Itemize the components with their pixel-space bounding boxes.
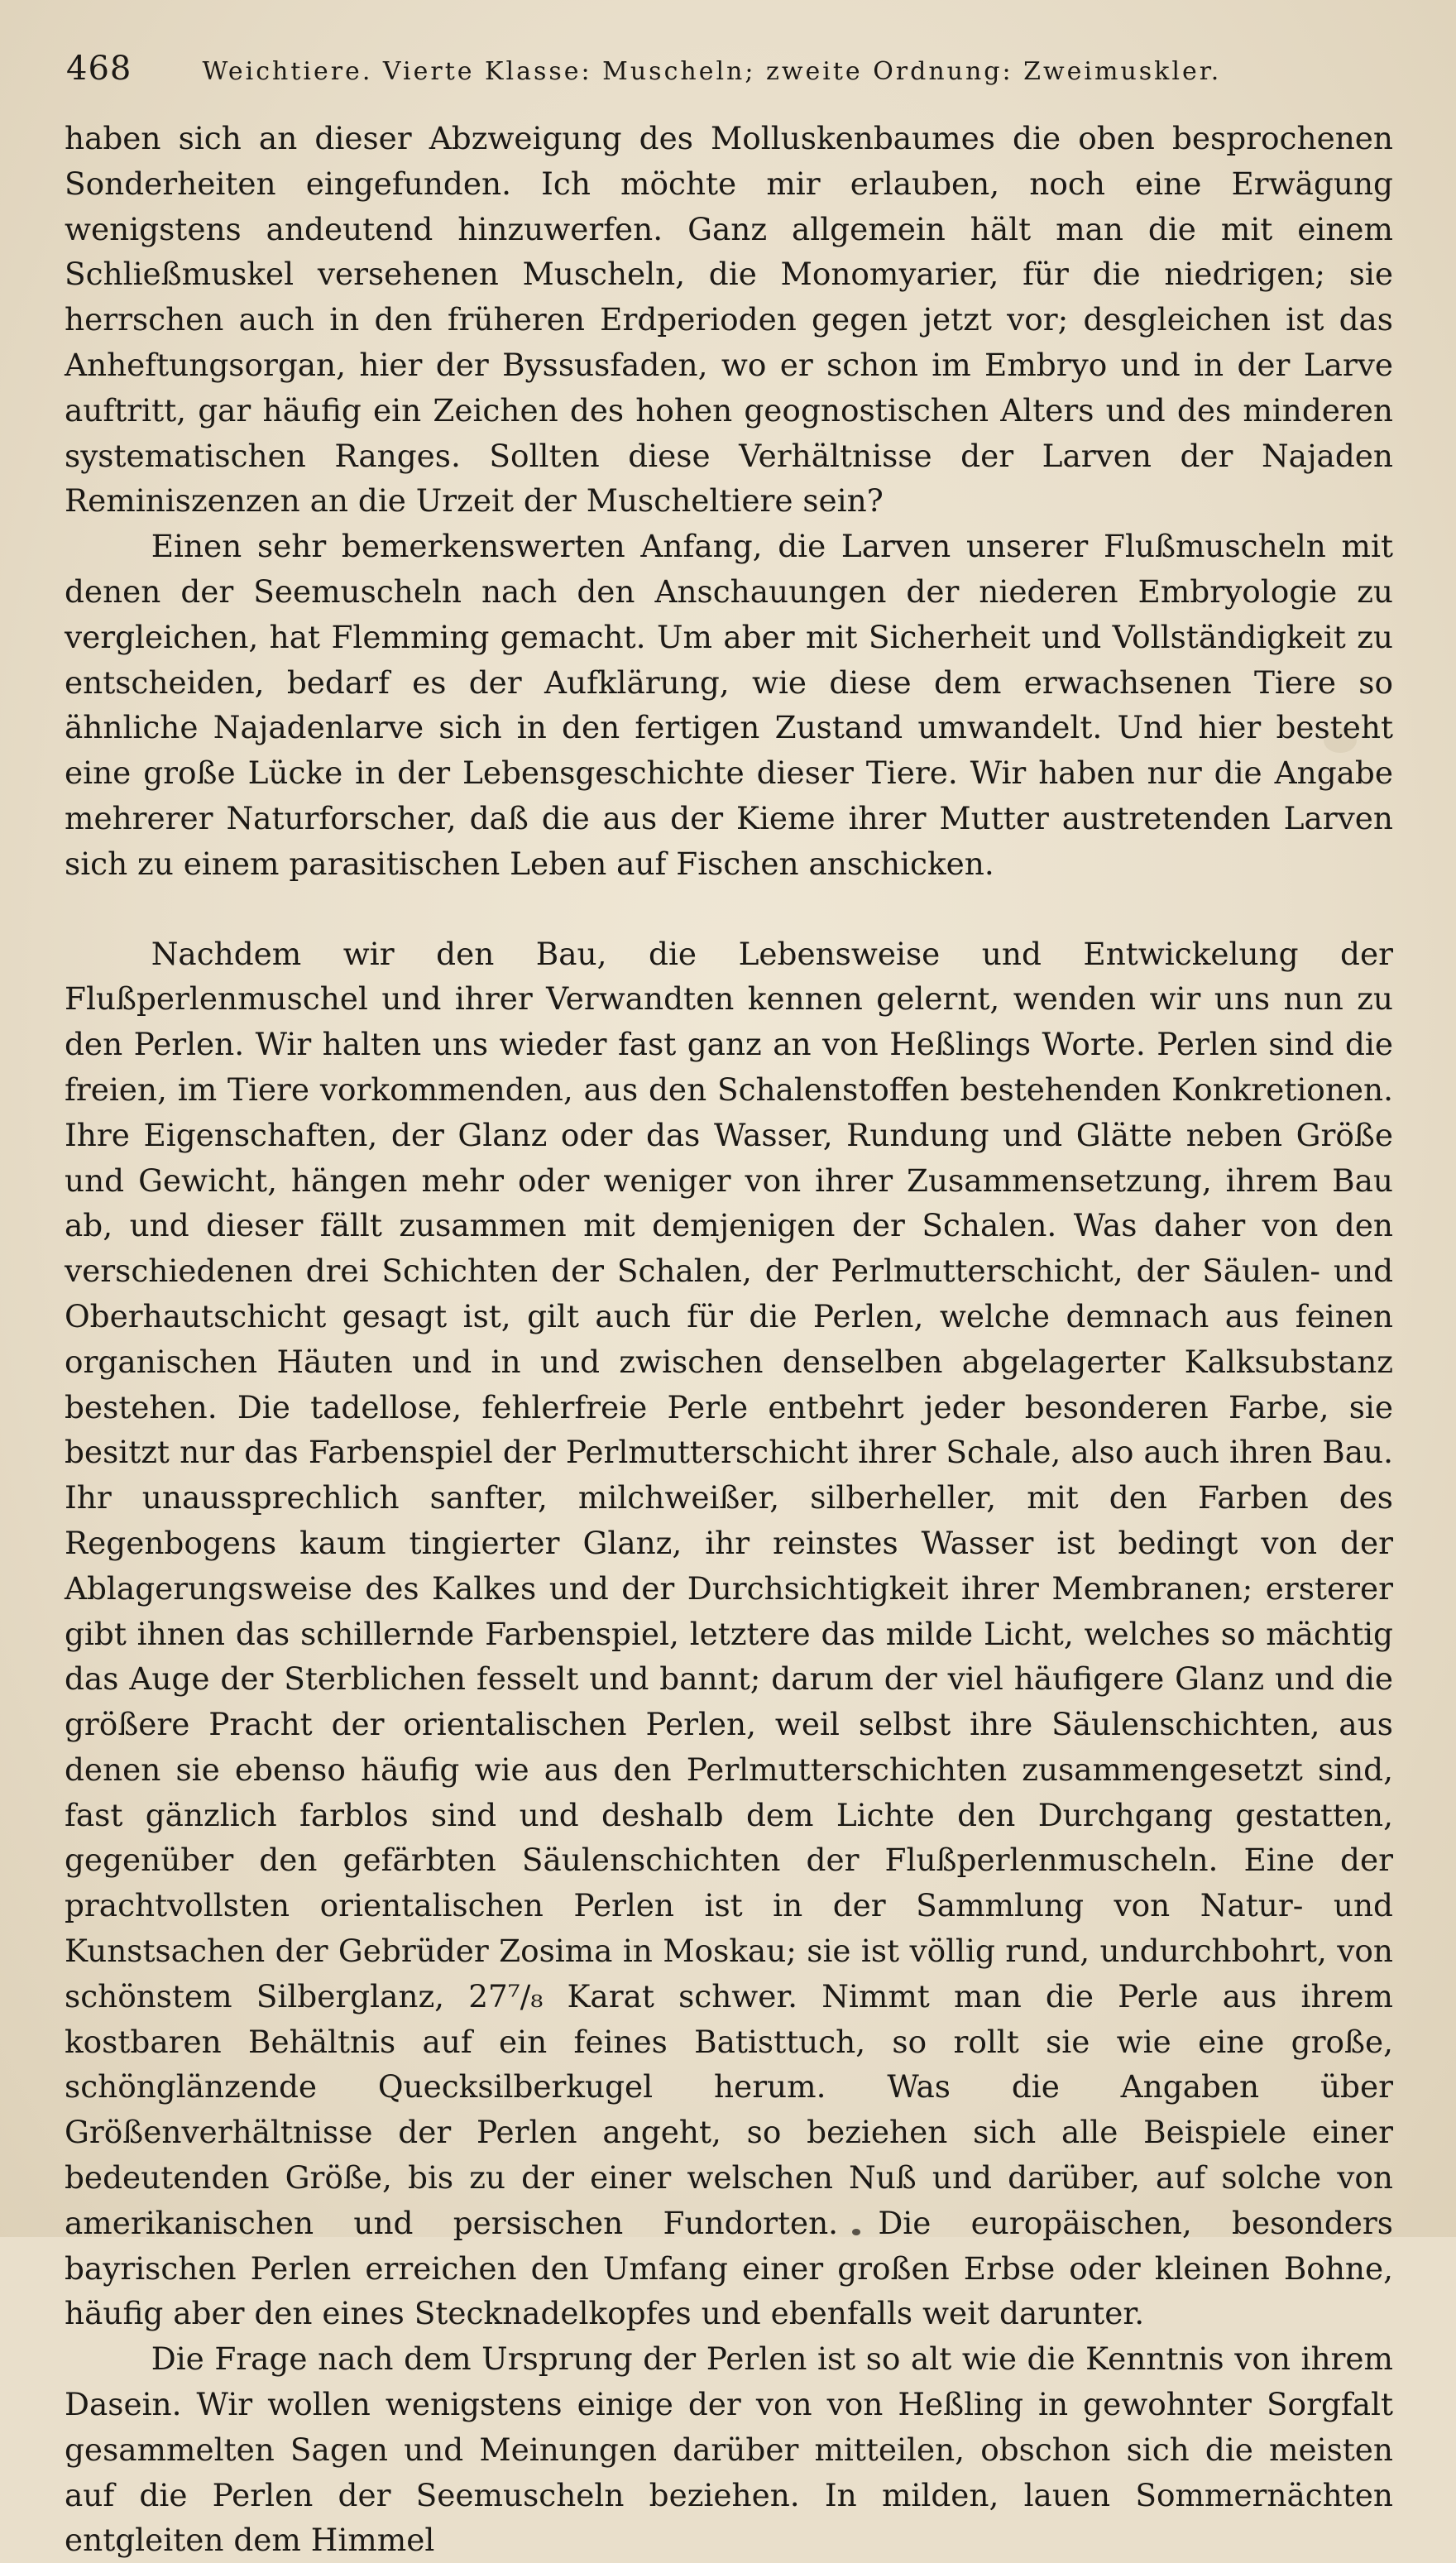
page-number: 468 bbox=[66, 50, 132, 88]
paragraph-4: Die Frage nach dem Ursprung der Perlen ist so alt wie die Kenntnis von ihrem Dasein. Wir wollen wenigstens einige der von von Heßling in gewohnter Sorgfalt gesammelten Sagen und Meinungen darüber mitteilen, obschon sich die meisten auf die Perlen der Seemuscheln beziehen. In milden, lauen Sommernächten entgleiten dem Himmel bbox=[65, 2340, 1393, 2559]
body-text bbox=[65, 116, 1393, 2563]
paragraph-1: haben sich an dieser Abzweigung des Molluskenbaumes die oben besprochenen Sonderheiten eingefunden. Ich möchte mir erlauben, noch eine Erwägung wenigstens andeutend hinzuwerfen. Ganz allgemein hält man die mit einem Schließmuskel versehenen Muscheln, die Monomyarier, für die niedrigen; sie herrschen auch in den früheren Erdperioden gegen jetzt vor; desgleichen ist das Anheftungsorgan, hier der Byssusfaden, wo er schon im Embryo und in der Larve auftritt, gar häufig ein Zeichen des hohen geognostischen Alters und des minderen systematischen Ranges. Sollten diese Verhältnisse der Larven der Najaden Reminiszenzen an die Urzeit der Muscheltiere sein? bbox=[65, 120, 1393, 520]
paragraph-3: Nachdem wir den Bau, die Lebensweise und Entwickelung der Flußperlenmuschel und ihrer Verwandten kennen gelernt, wenden wir uns nun zu den Perlen. Wir halten uns wieder fast ganz an von Heßlings Worte. Perlen sind die freien, im Tiere vorkommenden, aus den Schalenstoffen bestehenden Konkretionen. Ihre Eigenschaften, der Glanz oder das Wasser, Rundung und Glätte neben Größe und Gewicht, hängen mehr oder weniger von ihrer Zusammensetzung, ihrem Bau ab, und dieser fällt zusammen mit demjenigen der Schalen. Was daher von den verschiedenen drei Schichten der Schalen, der Perlmutterschicht, der Säulen- und Oberhautschicht gesagt ist, gilt auch für die Perlen, welche demnach aus feinen organischen Häuten und in und zwischen denselben abgelagerter Kalksubstanz bestehen. Die tadellose, fehlerfreie Perle entbehrt jeder besonderen Farbe, sie besitzt nur das Farbenspiel der Perlmutterschicht ihrer Schale, also auch ihren Bau. Ihr unaussprechlich sanfter, milchweißer, silberheller, mit den Farben des Regenbogens kaum tingierter Glanz, ihr reinstes Wasser ist bedingt von der Ablagerungsweise des Kalkes und der Durchsichtigkeit ihrer Membranen; ersterer gibt ihnen das schillernde Farbenspiel, letztere das milde Licht, welches so mächtig das Auge der Sterblichen fesselt und bannt; darum der viel häufigere Glanz und die größere Pracht der orientalischen Perlen, weil selbst ihre Säulenschichten, aus denen sie ebenso häufig wie aus den Perlmutterschichten zusammengesetzt sind, fast gänzlich farblos sind und deshalb dem Lichte den Durchgang gestatten, gegenüber den gefärbten Säulenschichten der Flußperlenmuscheln. Eine der prachtvollsten orientalischen Perlen ist in der Sammlung von Natur- und Kunstsachen der Gebrüder Zosima in Moskau; sie ist völlig rund, undurchbohrt, von schönstem Silberglanz, 27⁷/₈ Karat schwer. Nimmt man die Perle aus ihrem kostbaren Behältnis auf ein feines Batisttuch, so rollt sie wie eine große, schönglänzende Quecksilberkugel herum. Was die Angaben über Größenverhältnisse der Perlen angeht, so beziehen sich alle Beispiele einer bedeutenden Größe, bis zu der einer welschen Nuß und darüber, auf solche von amerikanischen und persischen Fundorten. Die europäischen, besonders bayrischen Perlen erreichen den Umfang einer großen Erbse oder kleinen Bohne, häufig aber den eines Stecknadelkopfes und ebenfalls weit darunter. bbox=[65, 935, 1393, 2332]
running-head bbox=[66, 50, 1390, 99]
paragraph-2: Einen sehr bemerkenswerten Anfang, die Larven unserer Flußmuscheln mit denen der Seemuscheln nach den Anschauungen der niederen Embryologie zu vergleichen, hat Flemming gemacht. Um aber mit Sicherheit und Vollständigkeit zu entscheiden, bedarf es der Aufklärung, wie diese dem erwachsenen Tiere so ähnliche Najadenlarve sich in den fertigen Zustand umwandelt. Und hier besteht eine große Lücke in der Lebensgeschichte dieser Tiere. Wir haben nur die Angabe mehrerer Naturforscher, daß die aus der Kieme ihrer Mutter austretenden Larven sich zu einem parasitischen Leben auf Fischen anschicken. bbox=[65, 528, 1393, 882]
running-title: Weichtiere. Vierte Klasse: Muscheln; zweite Ordnung: Zweimuskler. bbox=[202, 57, 1222, 86]
